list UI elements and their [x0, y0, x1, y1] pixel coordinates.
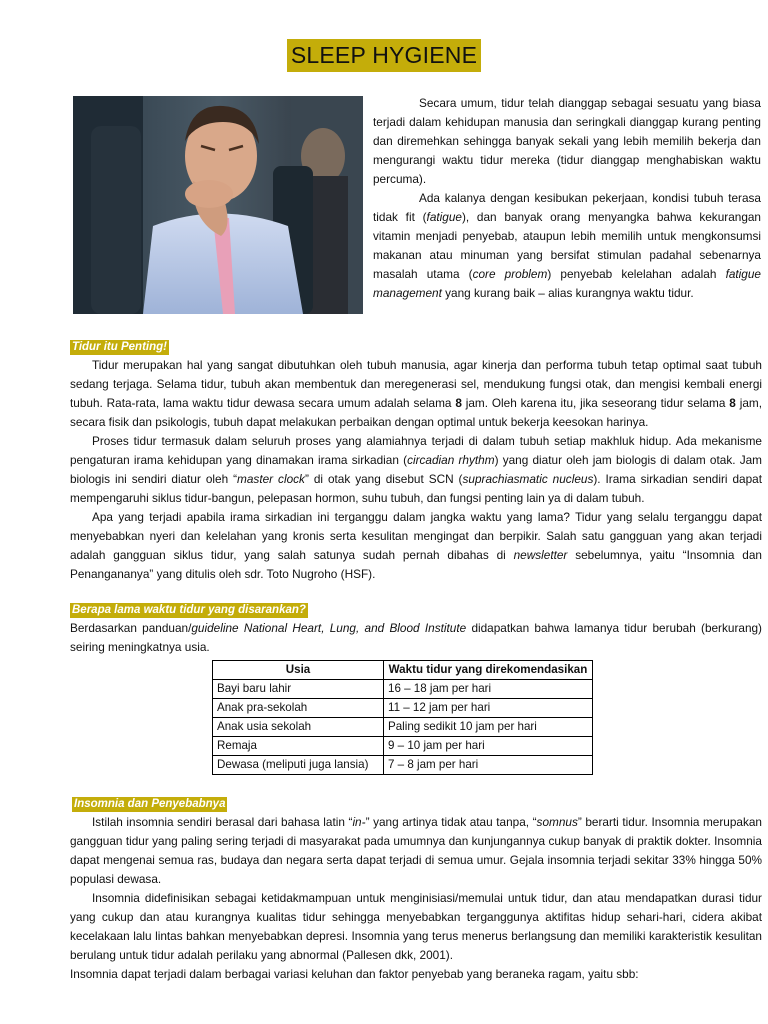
text-run: yang kurang baik – alias kurangnya waktu tidur. — [441, 286, 694, 300]
section2-paragraph-1 — [70, 619, 762, 657]
table-cell: 7 – 8 jam per hari — [384, 756, 593, 775]
italic-term: newsletter — [513, 548, 568, 562]
section1-paragraph-2 — [70, 432, 762, 508]
section-heading-tidur-penting: Tidur itu Penting! — [72, 341, 167, 353]
section-heading-insomnia: Insomnia dan Penyebabnya — [74, 798, 226, 810]
italic-term: in- — [352, 815, 366, 829]
table-cell: 9 – 10 jam per hari — [384, 737, 593, 756]
section3-paragraph-3: Insomnia dapat terjadi dalam berbagai variasi keluhan dan faktor penyebab yang beraneka ragam, yaitu sbb: — [70, 967, 639, 981]
text-run: Istilah insomnia sendiri berasal dari bahasa latin “ — [92, 815, 353, 829]
table-row — [213, 737, 593, 756]
intro-paragraph-1: Secara umum, tidur telah dianggap sebagai sesuatu yang biasa terjadi dalam kehidupan manusia dan seringkali dianggap kurang penting dan diremehkan sehingga banyak sekali yang lebih memilih bekerja dan mengurangi waktu tidur mereka (tidur dianggap menghabiskan waktu percuma). — [373, 96, 761, 186]
text-run: ” yang artinya tidak atau tanpa, “ — [365, 815, 537, 829]
italic-term: suprachiasmatic nucleus — [462, 472, 594, 486]
intro-text — [373, 94, 761, 303]
section1-paragraph-3 — [70, 508, 762, 584]
table-header-row — [213, 661, 593, 680]
table-cell: Anak pra-sekolah — [213, 699, 384, 718]
sleep-duration-table — [212, 660, 593, 775]
table-cell: Dewasa (meliputi juga lansia) — [213, 756, 384, 775]
italic-term: master clock — [237, 472, 305, 486]
text-run: Proses tidur termasuk dalam seluruh proses yang alamiahnya terjadi di dalam tubuh setiap makhluk hidup. Ada mekanisme pengaturan irama kehidupan yang dinamakan irama sirkadian ( — [70, 434, 762, 467]
intro-paragraph-2 — [373, 189, 761, 303]
table-row — [213, 680, 593, 699]
text-run: jam, secara fisik dan psikologis, tubuh dapat melakukan perbaikan dengan optimal untuk bekerja keesokan harinya. — [70, 396, 762, 429]
text-run: ). Irama sirkadian sendiri dapat mempengaruhi siklus tidur-bangun, pelepasan hormon, suhu tubuh, dan fungsi penting lain ya di dalam tubuh. — [70, 472, 762, 505]
text-run: ), dan banyak orang menyangka bahwa kekurangan vitamin menjadi penyebab, ataupun lebih memilih untuk mengkonsumsi makanan atau minuman yang bersifat stimulan padahal sebenarnya masalah utama ( — [373, 210, 761, 281]
table-cell: Bayi baru lahir — [213, 680, 384, 699]
title-wrap — [0, 39, 768, 72]
text-run: didapatkan bahwa lamanya tidur berubah (berkurang) seiring meningkatnya usia. — [70, 621, 762, 654]
text-run: Berdasarkan panduan/ — [70, 621, 192, 635]
table-cell: 16 – 18 jam per hari — [384, 680, 593, 699]
main-content — [70, 337, 762, 984]
heading-wrap — [72, 794, 762, 813]
table-row — [213, 699, 593, 718]
bold-number: 8 — [455, 396, 462, 410]
text-run: Tidur merupakan hal yang sangat dibutuhkan oleh tubuh manusia, agar kinerja dan performa tubuh tetap optimal saat tubuh sedang terjaga. Selama tidur, tubuh akan membentuk dan meregenerasi sel, mendukung fungsi otak, dan mengisi kembali energi tubuh. Rata-rata, lama waktu tidur dewasa secara umum adalah selama — [70, 358, 762, 410]
table-cell: Anak usia sekolah — [213, 718, 384, 737]
italic-term: fatigue — [426, 210, 462, 224]
photo-illustration — [73, 96, 363, 314]
text-run: jam. Oleh karena itu, jika seseorang tidur selama — [461, 396, 730, 410]
table-cell: Paling sedikit 10 jam per hari — [384, 718, 593, 737]
text-run: Ada kalanya dengan kesibukan pekerjaan, kondisi tubuh terasa tidak fit ( — [373, 191, 761, 224]
table-row — [213, 756, 593, 775]
table-header-cell: Usia — [213, 661, 384, 680]
table-cell: 11 – 12 jam per hari — [384, 699, 593, 718]
text-run: Apa yang terjadi apabila irama sirkadian ini terganggu dalam jangka waktu yang lama? Tidur yang selalu terganggu dapat menyebabkan nyeri dan kelelahan yang kronis serta kesulitan mengingat dan berpikir. Salah satu gangguan yang akan terjadi adalah gangguan siklus tidur, yang salah satunya sudah pernah dibahas di — [70, 510, 762, 562]
italic-term: guideline National Heart, Lung, and Blood Institute — [191, 621, 467, 635]
table-row — [213, 718, 593, 737]
text-run: ” berarti tidur. Insomnia merupakan gangguan tidur yang paling sering terjadi di masyarakat pada umumnya dan kunjungannya cukup banyak di praktik dokter. Insomnia dapat mengenai semua ras, budaya dan negara serta dapat terjadi di semua umur. Gejala insomnia terjadi sekitar 33% hingga 50% populasi dewasa. — [70, 815, 762, 886]
yawning-man-photo — [73, 96, 363, 314]
page-title: SLEEP HYGIENE — [287, 39, 481, 72]
italic-term: core problem — [472, 267, 548, 281]
table-cell: Remaja — [213, 737, 384, 756]
section3-paragraph-1 — [70, 813, 762, 889]
text-run: ” di otak yang disebut SCN ( — [304, 472, 463, 486]
text-run: sebelumnya, yaitu “Insomnia dan Penangananya” yang ditulis oleh sdr. Toto Nugroho (HSF). — [70, 548, 762, 581]
spacer — [70, 775, 762, 794]
table-header-cell: Waktu tidur yang direkomendasikan — [384, 661, 593, 680]
spacer — [70, 584, 762, 600]
bold-number: 8 — [729, 396, 736, 410]
section3-paragraph-2: Insomnia didefinisikan sebagai ketidakmampuan untuk menginisiasi/memulai untuk tidur, dan atau mendapatkan durasi tidur yang cukup dan atau kurangnya kualitas tidur sehingga menyebabkan terganggunya aktifitas hidup sehari-hari, cidera akibat kecelakaan lalu lintas bahkan menyebabkan depresi. Insomnia yang terus menerus berlangsung dan memiliki karakteristik kesulitan berulang untuk tidur adalah perilaku yang abnormal (Pallesen dkk, 2001). — [70, 891, 762, 962]
italic-term: circadian rhythm — [407, 453, 495, 467]
text-run: ) yang diatur oleh jam biologis di dalam otak. Jam biologis ini sendiri diatur oleh “ — [70, 453, 762, 486]
italic-term: somnus — [536, 815, 578, 829]
section1-paragraph-1 — [70, 356, 762, 432]
section-heading-durasi-tidur: Berapa lama waktu tidur yang disarankan? — [72, 604, 306, 616]
text-run: ) penyebab kelelahan adalah — [547, 267, 726, 281]
italic-term: fatigue management — [373, 267, 761, 300]
